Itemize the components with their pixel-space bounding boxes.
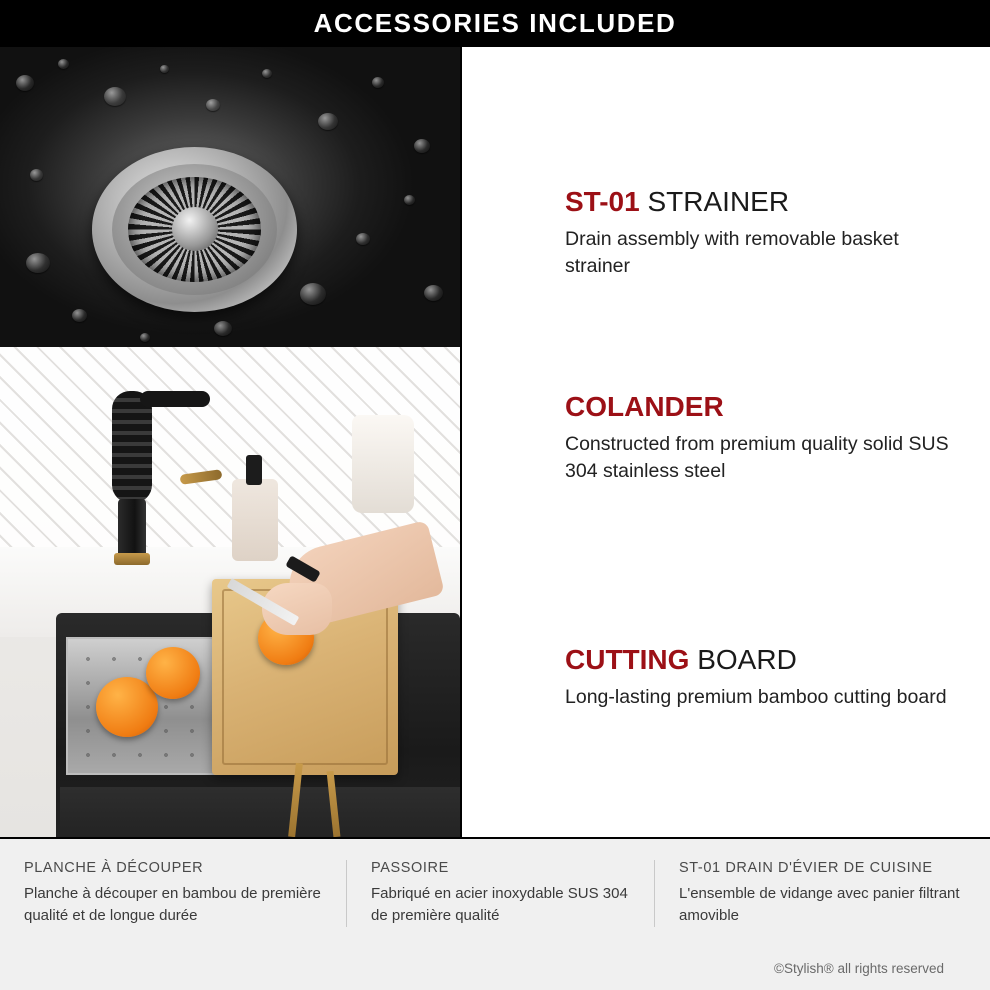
feature-title: [565, 645, 965, 676]
header-bar: [0, 0, 990, 47]
french-title: PASSOIRE: [371, 860, 449, 876]
basket-strainer: [128, 177, 261, 282]
copyright-notice: ©Stylish® all rights reserved: [774, 961, 944, 976]
water-droplet: [300, 283, 326, 305]
water-droplet: [356, 233, 370, 245]
feature-description: Drain assembly with removable basket strainer: [565, 227, 899, 278]
photo-kitchen-scene: [0, 347, 460, 837]
sink-drain-strainer: [92, 147, 297, 312]
french-column-cutting-board: [0, 860, 346, 927]
faucet-arm: [140, 391, 210, 407]
feature-description: Long-lasting premium bamboo cutting board: [565, 685, 947, 708]
french-title: PLANCHE À DÉCOUPER: [24, 860, 204, 876]
ceramic-pitcher: [352, 415, 414, 513]
water-droplet: [26, 253, 50, 273]
water-droplet: [206, 99, 220, 111]
water-droplet: [318, 113, 338, 130]
feature-title-accent: COLANDER: [565, 391, 724, 422]
feature-title-accent: ST-01: [565, 186, 640, 217]
feature-list: [565, 47, 965, 837]
water-droplet: [16, 75, 34, 91]
water-droplet: [404, 195, 415, 205]
water-droplet: [262, 69, 272, 78]
water-droplet: [414, 139, 430, 153]
water-droplet: [140, 333, 150, 342]
faucet-base: [118, 499, 146, 561]
sink-apron-front: [60, 787, 460, 837]
french-column-strainer: [654, 860, 990, 927]
water-droplet: [72, 309, 87, 322]
feature-description: Constructed from premium quality solid SUS 304 stainless steel: [565, 432, 949, 483]
photo-column: [0, 47, 460, 837]
water-droplet: [372, 77, 384, 88]
soap-dispenser-pump: [246, 455, 262, 485]
french-text: Planche à découper en bambou de première qualité et de longue durée: [24, 885, 321, 924]
water-droplet: [160, 65, 169, 73]
orange-fruit: [146, 647, 200, 699]
soap-dispenser: [232, 479, 278, 561]
strainer-knob: [172, 207, 218, 251]
page-title: ACCESSORIES INCLUDED: [313, 8, 677, 38]
feature-title-accent: CUTTING: [565, 644, 690, 675]
water-droplet: [104, 87, 126, 106]
feature-title-rest: STRAINER: [639, 186, 790, 217]
french-text: Fabriqué en acier inoxydable SUS 304 de première qualité: [371, 885, 628, 924]
french-text: L'ensemble de vidange avec panier filtrant amovible: [679, 885, 960, 924]
faucet-coil: [112, 391, 152, 503]
faucet-gold-ring: [114, 553, 150, 565]
feature-title-rest: BOARD: [689, 644, 797, 675]
feature-strainer: [565, 187, 965, 281]
water-droplet: [214, 321, 232, 336]
feature-cutting-board: [565, 645, 965, 711]
photo-strainer-closeup: [0, 47, 460, 347]
feature-title: [565, 392, 965, 423]
french-title: ST-01 DRAIN D'ÉVIER DE CUISINE: [679, 860, 933, 876]
drain-ring: [112, 164, 277, 295]
french-columns: [0, 860, 990, 927]
vertical-divider: [460, 47, 462, 837]
french-column-colander: [346, 860, 654, 927]
feature-title: [565, 187, 965, 218]
water-droplet: [30, 169, 43, 181]
water-droplet: [58, 59, 69, 69]
horizontal-divider: [0, 837, 990, 839]
feature-colander: [565, 392, 965, 486]
water-droplet: [424, 285, 443, 301]
